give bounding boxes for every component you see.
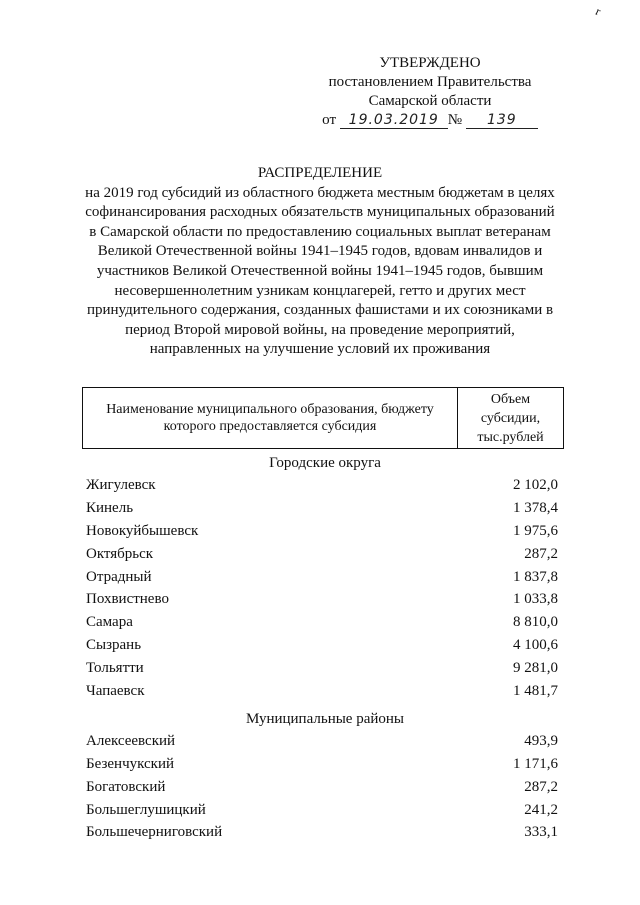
subsidy-value: 2 102,0 bbox=[513, 477, 558, 493]
handwritten-date: 19.03.2019 bbox=[340, 113, 448, 129]
title-line: на 2019 год субсидий из областного бюджета местным бюджетам в целях bbox=[85, 184, 555, 201]
municipality-name: Большечерниговский bbox=[86, 824, 223, 841]
title-line: участников Великой Отечественной войны 1941–1945 годов, бывшим bbox=[96, 262, 544, 279]
title-line: направленных на улучшение условий их проживания bbox=[149, 341, 491, 358]
approval-line-2: Самарской области bbox=[368, 93, 492, 109]
municipality-name: Жигулевск bbox=[86, 477, 156, 493]
subsidy-value: 1 171,6 bbox=[513, 755, 558, 772]
column-header-name: Наименование муниципального образования, бюджету которого предоставляется субсидия bbox=[83, 388, 458, 448]
approval-block bbox=[320, 54, 540, 130]
municipality-name: Большеглушицкий bbox=[86, 801, 206, 818]
table-row bbox=[86, 497, 564, 520]
table-row bbox=[86, 520, 564, 543]
subsidy-value: 1 975,6 bbox=[513, 522, 558, 539]
municipality-name: Кинель bbox=[86, 499, 134, 516]
subsidy-value: 493,9 bbox=[524, 732, 558, 749]
municipality-name: Сызрань bbox=[86, 637, 142, 654]
subsidy-value: 287,2 bbox=[524, 778, 558, 795]
municipality-name: Отрадный bbox=[86, 568, 152, 585]
table-body bbox=[86, 452, 564, 844]
subsidy-value: 333,1 bbox=[524, 824, 558, 841]
section-title: Городские округа bbox=[269, 455, 381, 471]
table-row bbox=[86, 634, 564, 657]
title-body bbox=[70, 184, 570, 360]
approval-date-line bbox=[320, 111, 540, 130]
table-row bbox=[86, 799, 564, 822]
column-header-value bbox=[458, 388, 563, 448]
corner-mark: r bbox=[593, 3, 603, 19]
table-row bbox=[86, 821, 564, 844]
subsidy-value: 287,2 bbox=[524, 545, 558, 562]
table-row bbox=[86, 611, 564, 634]
municipality-name: Новокуйбышевск bbox=[86, 522, 199, 539]
title-line: период Второй мировой войны, на проведение мероприятий, bbox=[125, 321, 515, 338]
date-prefix: от bbox=[322, 112, 337, 128]
municipality-name: Богатовский bbox=[86, 778, 166, 795]
municipality-name: Алексеевский bbox=[86, 732, 176, 749]
municipality-name: Безенчукский bbox=[86, 755, 175, 772]
table-row bbox=[86, 543, 564, 566]
subsidy-value: 9 281,0 bbox=[513, 660, 558, 677]
subsidy-value: 241,2 bbox=[524, 801, 558, 818]
subsidy-value: 1 837,8 bbox=[513, 568, 558, 585]
table-row bbox=[86, 657, 564, 680]
table-row bbox=[86, 776, 564, 799]
title-line: в Самарской области по предоставлению социальных выплат ветеранам bbox=[89, 223, 551, 240]
number-prefix: № bbox=[447, 112, 463, 128]
column-header-value-line: Объем bbox=[490, 391, 531, 407]
column-header-value-line: тыс.рублей bbox=[477, 429, 544, 445]
subsidy-value: 8 810,0 bbox=[513, 614, 558, 631]
subsidy-value: 1 033,8 bbox=[513, 591, 558, 608]
table-row bbox=[86, 753, 564, 776]
municipality-name: Самара bbox=[86, 614, 133, 631]
title-line: несовершеннолетним узникам концлагерей, гетто и других мест bbox=[114, 282, 526, 299]
title-line: Великой Отечественной войны 1941–1945 годов, вдовам инвалидов и bbox=[97, 243, 543, 260]
title-line: принудительного содержания, созданных фашистами и их союзниками в bbox=[86, 302, 554, 319]
municipality-name: Октябрьск bbox=[86, 545, 154, 562]
table-row bbox=[86, 680, 564, 703]
document-title bbox=[70, 164, 570, 360]
subsidy-value: 1 481,7 bbox=[513, 683, 558, 700]
column-header-value-line: субсидии, bbox=[480, 410, 541, 426]
approval-line-1: постановлением Правительства bbox=[328, 74, 532, 90]
title-heading: РАСПРЕДЕЛЕНИЕ bbox=[257, 165, 383, 181]
table-row bbox=[86, 474, 564, 497]
subsidy-value: 1 378,4 bbox=[513, 499, 558, 516]
municipality-name: Тольятти bbox=[86, 660, 144, 677]
section-title: Муниципальные районы bbox=[245, 710, 405, 727]
title-line: софинансирования расходных обязательств муниципальных образований bbox=[85, 204, 555, 221]
table-header bbox=[82, 387, 564, 449]
municipality-name: Чапаевск bbox=[86, 683, 145, 700]
table-row bbox=[86, 730, 564, 753]
approval-heading: УТВЕРЖДЕНО bbox=[379, 55, 481, 71]
handwritten-number: 139 bbox=[466, 113, 538, 129]
subsidy-value: 4 100,6 bbox=[513, 637, 558, 654]
table-row bbox=[86, 566, 564, 589]
table-row bbox=[86, 588, 564, 611]
municipality-name: Похвистнево bbox=[86, 591, 169, 608]
